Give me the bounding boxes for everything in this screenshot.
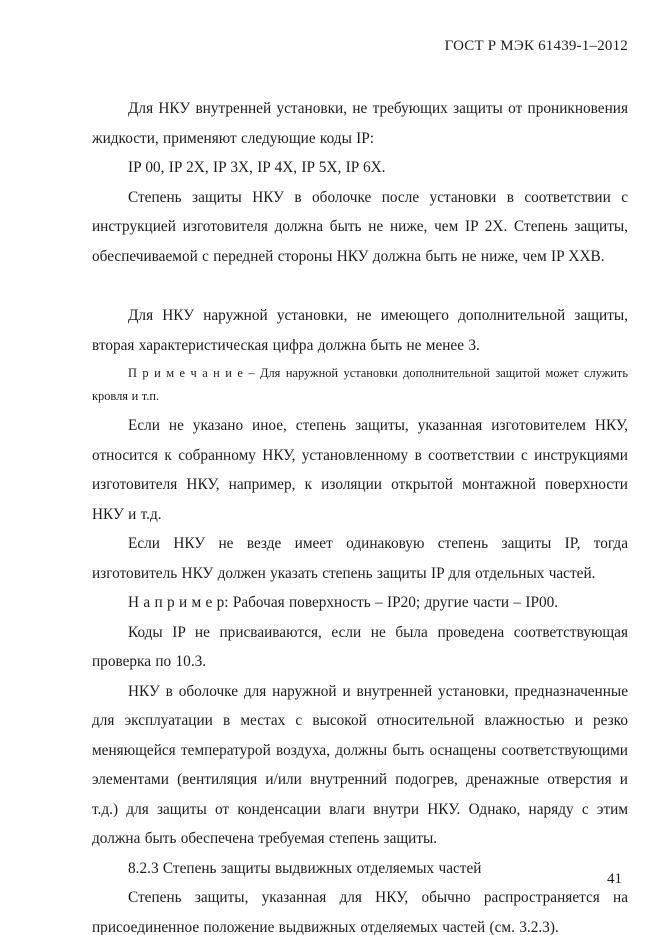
- paragraph-ip-verification: Коды IP не присваиваются, если не была проведена соответствующая проверка по 10.3.: [92, 623, 628, 670]
- paragraph-different-ip-parts: Если НКУ не везде имеет одинаковую степень защиты IP, тогда изготовитель НКУ должен указать степень защиты IP для отдельных частей.: [92, 535, 628, 582]
- paragraph-indoor-ip-intro: Для НКУ внутренней установки, не требующих защиты от проникновения жидкости, применяют следующие коды IP:: [92, 100, 628, 147]
- paragraph-withdrawable-parts: Степень защиты, указанная для НКУ, обычно распространяется на присоединенное положение выдвижных отделяемых частей (см. 3.2.3).: [92, 889, 628, 935]
- paragraph-outdoor-installation: Для НКУ наружной установки, не имеющего дополнительной защиты, вторая характеристическая цифра должна быть не менее 3.: [92, 307, 628, 354]
- standard-code-header: ГОСТ Р МЭК 61439-1–2012: [444, 38, 628, 54]
- paragraph-example: Н а п р и м е р: Рабочая поверхность – IP20; другие части – IP00.: [128, 594, 559, 611]
- paragraph-humidity-condensation: НКУ в оболочке для наружной и внутренней установки, предназначенные для эксплуатации в местах с высокой относительной влажностью и резко меняющейся температурой воздуха, должны быть оснащены соответствующими элементами (вентиляция и/или внутренний подогрев, дренажные отверстия и т.д.) для защиты от конденсации влаги внутри НКУ. Однако, наряду с этим должна быть обеспечена требуемая степень защиты.: [92, 682, 628, 847]
- document-body: [92, 94, 628, 935]
- page-number: 41: [607, 871, 622, 887]
- subsection-heading-8-2-3: 8.2.3 Степень защиты выдвижных отделяемых частей: [128, 859, 482, 877]
- paragraph-enclosure-protection: Степень защиты НКУ в оболочке после установки в соответствии с инструкцией изготовителя должна быть не ниже, чем IP 2X. Степень защиты, обеспечиваемой с передней стороны НКУ должна быть не ниже, чем IP XXB.: [92, 188, 628, 265]
- note-paragraph: П р и м е ч а н и е – Для наружной установки дополнительной защитой может служить кровля и т.п.: [92, 366, 628, 403]
- paragraph-ip-codes-list: IP 00, IP 2X, IP 3X, IP 4X, IP 5X, IP 6X.: [128, 159, 386, 176]
- paragraph-assembled-nku: Если не указано иное, степень защиты, указанная изготовителем НКУ, относится к собранному НКУ, установленному в соответствии с инструкциями изготовителя НКУ, например, к изоляции открытой монтажной поверхности НКУ и т.д.: [92, 417, 628, 523]
